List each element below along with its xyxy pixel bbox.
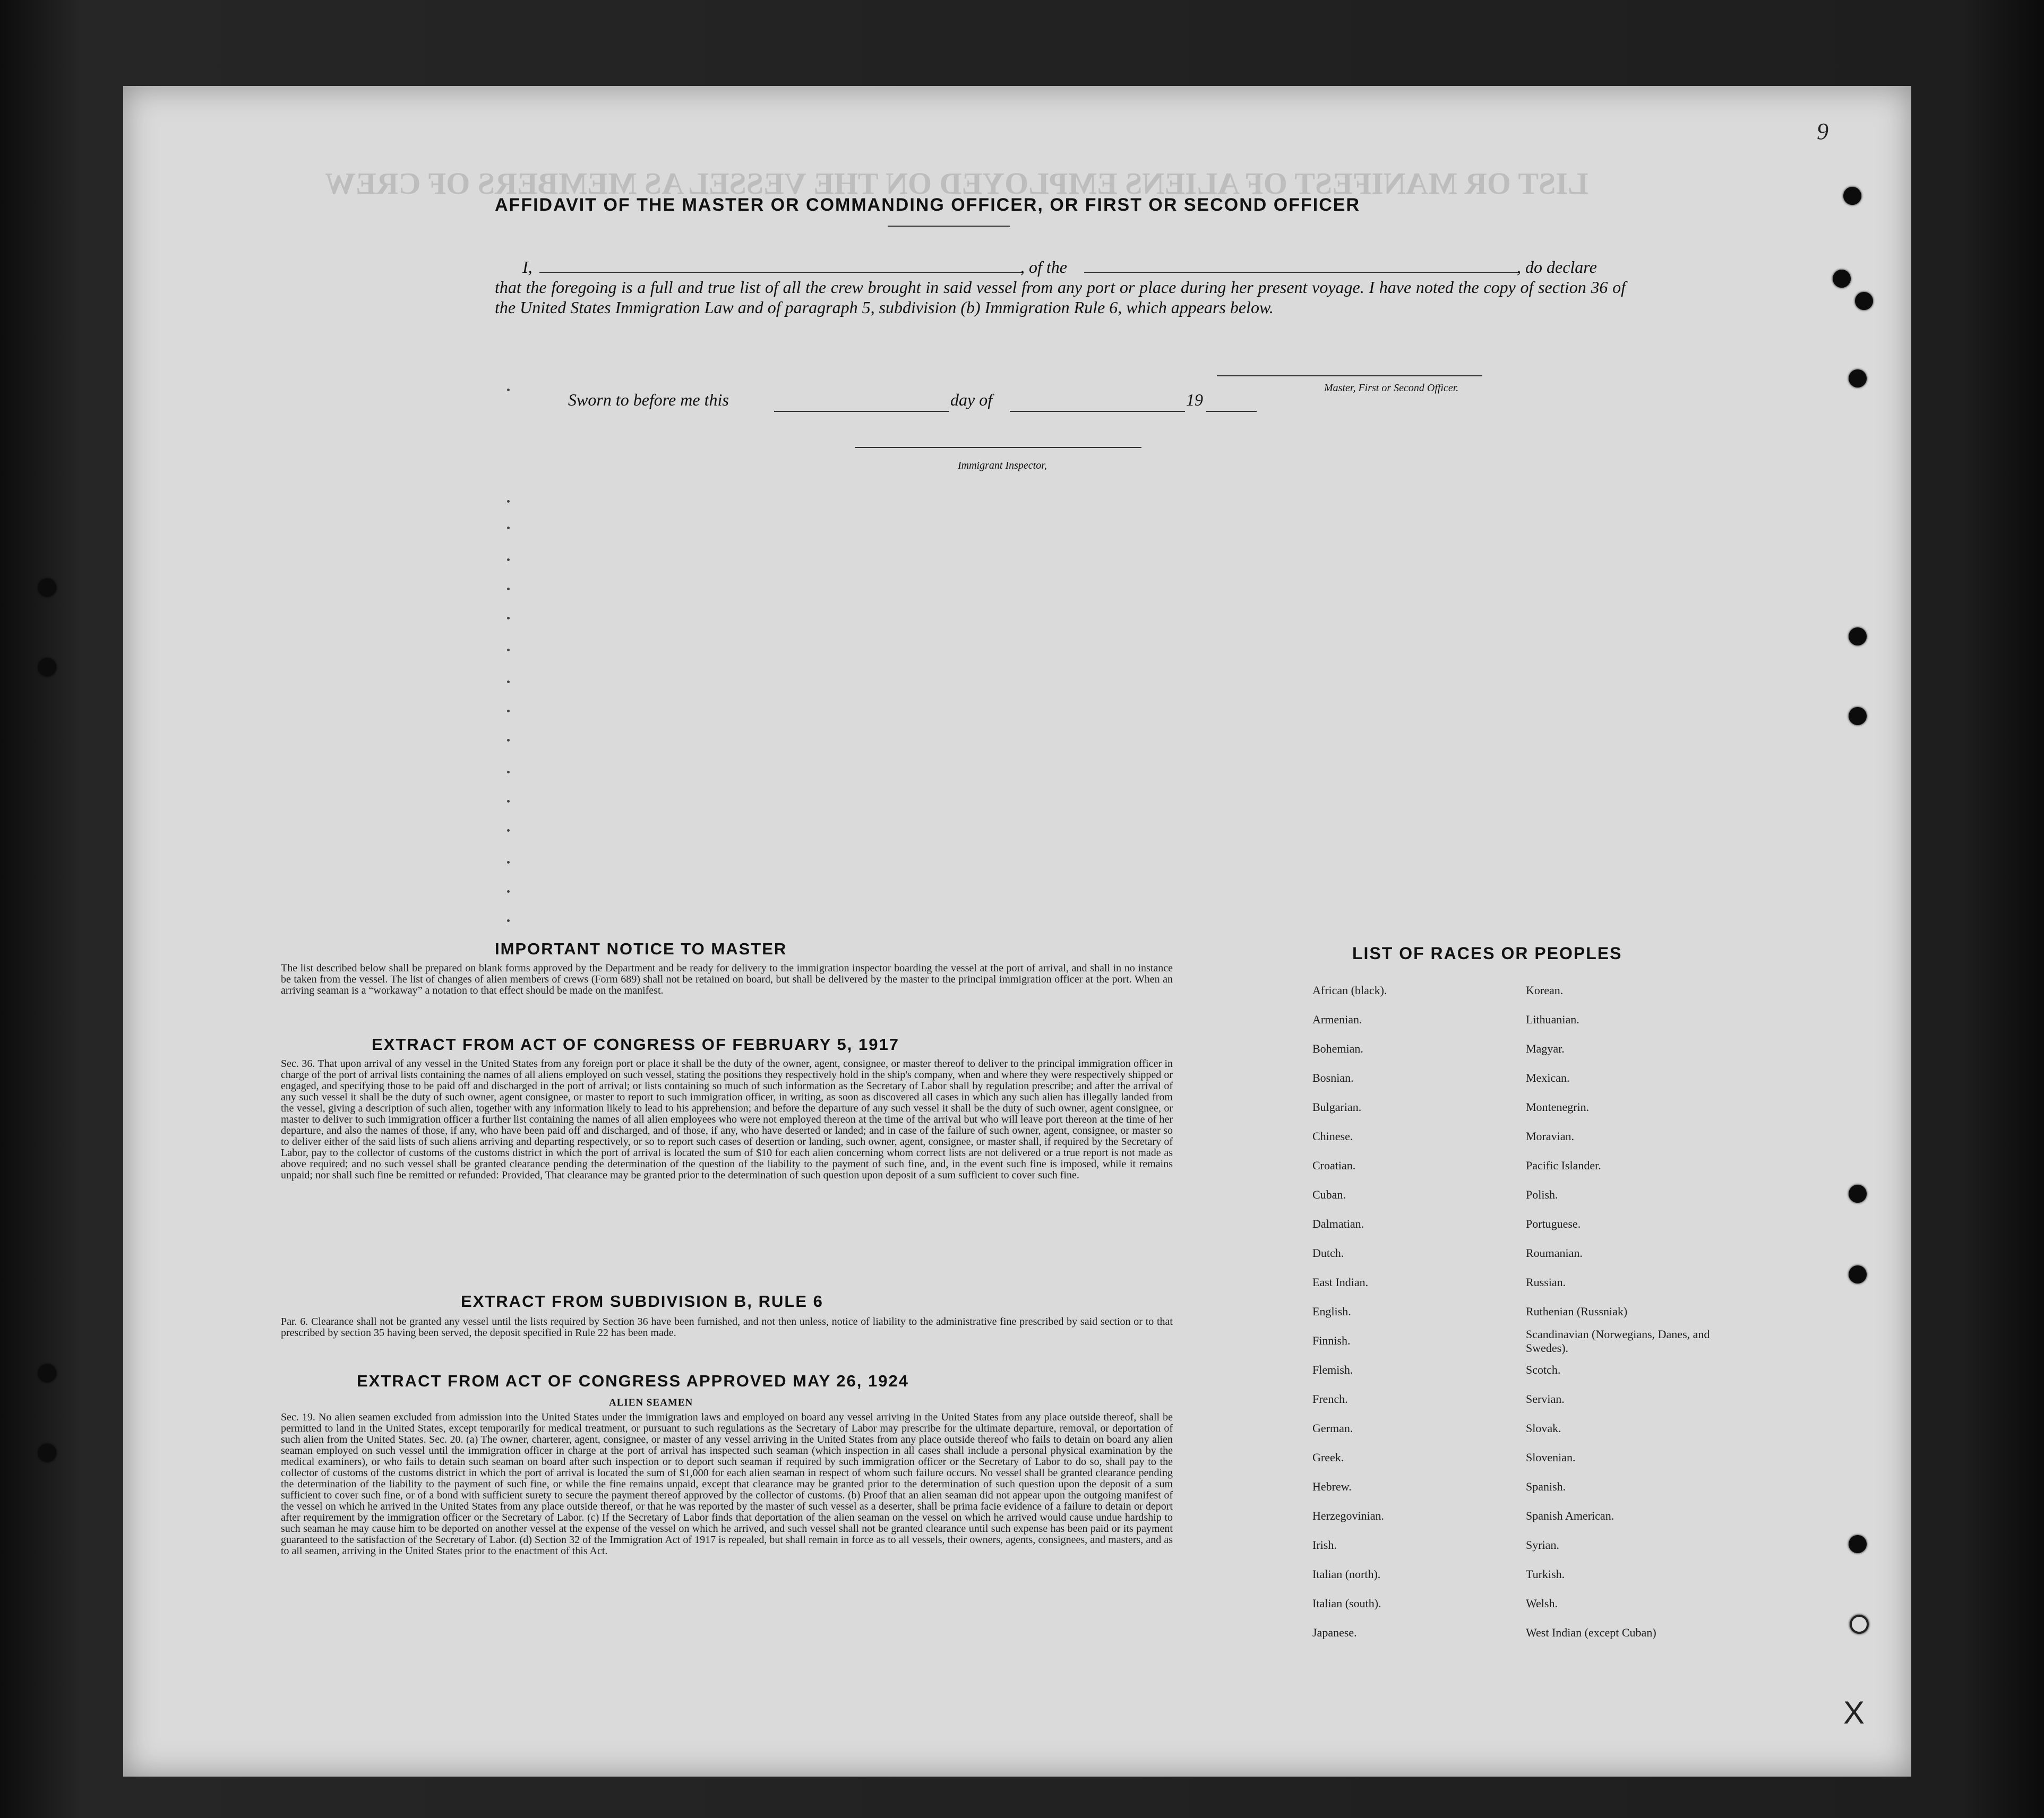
binder-hole-icon bbox=[1833, 270, 1851, 288]
race-item: Chinese. bbox=[1312, 1130, 1353, 1143]
binder-hole-icon bbox=[1849, 707, 1867, 725]
manifest-page bbox=[123, 86, 1911, 1777]
race-item: Herzegovinian. bbox=[1312, 1509, 1384, 1522]
race-item: Mexican. bbox=[1526, 1071, 1570, 1084]
extract-1917-body: Sec. 36. That upon arrival of any vessel in the United States from any foreign port or place it shall be the duty of the owner, agent, consignee, or master thereof to deliver to the principal immigration officer in charge of the port of arrival lists containing the names of all aliens employed on such vessel, stating the positions they respectively hold in the ship's company, when and where they were respectively shipped or engaged, and specifying those to be paid off and discharged in the port of arrival; or lists containing so much of such information as the Secretary of Labor shall by regulation prescribe; and after the arrival of any such vessel it shall be the duty of such owner, agent consignee, or master to report to such immigration officer, in writing, as soon as discovered all cases in which any such alien has illegally landed from the vessel, giving a description of such alien, together with any information likely to lead to his apprehension; and before the departure of any such vessel it shall be the duty of such owner, agent consignee, or master to deliver to such immigration officer a further list containing the names of all alien employees who were not employed thereon at the time of the arrival but who will leave port thereon at the time of her departure, and also the names of those, if any, who have been paid off and discharged, and of those, if any, who have deserted or landed; and in case of the failure of such owner, agent, consignee, or master so to deliver either of the said lists of such aliens arriving and departing respectively, or so to report such cases of desertion or landing, such owner, agent, consignee, or master shall, if required by the Secretary of Labor, pay to the collector of customs of the customs district in which the port of arrival is located the sum of $10 for each alien concerning whom correct lists are not delivered or a true report is not made as above required; and no such vessel shall be granted clearance pending the determination of the question of the liability to the payment of such fine, and, in the event such fine is imposed, while it remains unpaid; nor shall such fine be remitted or refunded: Provided, That clearance may be granted prior to the determination of such question upon deposit of a sum sufficient to cover such fine. bbox=[281, 1058, 1173, 1181]
binder-hole-icon bbox=[1849, 1535, 1867, 1553]
extract-1924-title: EXTRACT FROM ACT OF CONGRESS APPROVED MAY 26, 1924 bbox=[357, 1372, 909, 1390]
race-item: Spanish. bbox=[1526, 1480, 1566, 1493]
affidavit-declare: , do declare bbox=[1517, 257, 1597, 277]
race-item: Russian. bbox=[1526, 1276, 1566, 1289]
race-item: West Indian (except Cuban) bbox=[1526, 1626, 1656, 1639]
race-item: Bohemian. bbox=[1312, 1042, 1363, 1055]
sworn-prefix: Sworn to before me this bbox=[568, 390, 729, 409]
sworn-year-blank[interactable] bbox=[1206, 411, 1257, 412]
vessel-blank bbox=[1084, 272, 1519, 273]
races-title: LIST OF RACES OR PEOPLES bbox=[1352, 944, 1622, 963]
race-item: English. bbox=[1312, 1305, 1351, 1318]
race-item: Portuguese. bbox=[1526, 1217, 1581, 1230]
mark-dot bbox=[507, 919, 510, 922]
extract-1917-title: EXTRACT FROM ACT OF CONGRESS OF FEBRUARY 5, 1917 bbox=[372, 1035, 899, 1054]
sworn-month-blank[interactable] bbox=[1010, 411, 1185, 412]
mark-dot bbox=[507, 389, 510, 391]
binder-hole-icon bbox=[1855, 292, 1873, 310]
extract-1924-body: Sec. 19. No alien seamen excluded from admission into the United States under the immigration laws and employed on board any vessel arriving in the United States from any place outside thereof, shall be permitted to land in the United States, except temporarily for medical treatment, or pursuant to such regulations as the Secretary of Labor may prescribe for the ultimate departure, removal, or deportation of such alien from the United States. Sec. 20. (a) The owner, charterer, agent, consignee, or master of any vessel arriving in the United States from any place outside thereof who fails to detain on board any alien seaman employed on such vessel until the immigration officer in charge at the port of arrival has inspected such seaman (which inspection in all cases shall include a personal physical examination by the medical examiners), or who fails to detain such seaman on board after such inspection or to deport such seaman if required by such immigration officer or the Secretary of Labor to do so, shall pay to the collector of customs of the customs district in which the port of arrival is located the sum of $1,000 for each alien seaman in respect of whom such failure occurs. No vessel shall be granted clearance pending the determination of the liability to the payment of such fine, or while the fine remains unpaid, except that clearance may be granted prior to the determination of such question upon the deposit of a sum sufficient to cover such fine, or of a bond with sufficient surety to secure the payment thereof approved by the collector of customs. (b) Proof that an alien seaman did not appear upon the outgoing manifest of the vessel on which he arrived in the United States from any place outside thereof, or that he was reported by the master of such vessel as a deserter, shall be prima facie evidence of a failure to detain or deport after requirement by the immigration officer or the Secretary of Labor. (c) If the Secretary of Labor finds that deportation of the alien seaman on the vessel on which he arrived would cause undue hardship to such seaman he may cause him to be deported on another vessel at the expense of the vessel on which he arrived, and such vessel shall not be granted clearance until such expense has been paid or its payment guaranteed to the satisfaction of the Secretary of Labor. (d) Section 32 of the Immigration Act of 1917 is repealed, but shall remain in force as to all vessels, their owners, agents, consignees, and masters, and as to all seamen, arriving in the United States prior to the enactment of this Act. bbox=[281, 1411, 1173, 1557]
inspector-signature-line[interactable] bbox=[855, 447, 1141, 448]
affidavit-of-the: , of the bbox=[1020, 257, 1067, 277]
mark-dot bbox=[507, 829, 510, 832]
master-signature-label: Master, First or Second Officer. bbox=[1324, 382, 1459, 394]
mark-dot bbox=[507, 890, 510, 893]
race-item: Ruthenian (Russniak) bbox=[1526, 1305, 1628, 1318]
mark-dot bbox=[507, 527, 510, 529]
affidavit-body: that the foregoing is a full and true list of all the crew brought in said vessel from any port or place during her present voyage. I have noted the copy of section 36 of the United States Immigration Law and of paragraph 5, subdivision (b) Immigration Rule 6, which appears below. bbox=[495, 278, 1626, 317]
race-item: Magyar. bbox=[1526, 1042, 1565, 1055]
extract-rule6-title: EXTRACT FROM SUBDIVISION B, RULE 6 bbox=[461, 1292, 823, 1311]
mark-dot bbox=[507, 710, 510, 712]
race-item: German. bbox=[1312, 1421, 1353, 1435]
race-item: Welsh. bbox=[1526, 1597, 1558, 1610]
races-column-2 bbox=[1526, 976, 1717, 1647]
notice-title: IMPORTANT NOTICE TO MASTER bbox=[495, 940, 787, 958]
race-item: French. bbox=[1312, 1392, 1348, 1406]
race-item: Polish. bbox=[1526, 1188, 1558, 1201]
race-item: Dalmatian. bbox=[1312, 1217, 1364, 1230]
race-item: Japanese. bbox=[1312, 1626, 1357, 1639]
race-item: Cuban. bbox=[1312, 1188, 1346, 1201]
race-item: African (black). bbox=[1312, 984, 1387, 997]
binder-hole-icon bbox=[38, 579, 56, 597]
race-item: Flemish. bbox=[1312, 1363, 1353, 1376]
mark-dot bbox=[507, 617, 510, 619]
mark-dot bbox=[507, 800, 510, 803]
mark-dot bbox=[507, 558, 510, 561]
race-item: Turkish. bbox=[1526, 1567, 1565, 1581]
sworn-year: 19 bbox=[1186, 390, 1203, 409]
title-rule bbox=[888, 226, 1010, 227]
affidavit-title: AFFIDAVIT OF THE MASTER OR COMMANDING OFFICER, OR FIRST OR SECOND OFFICER bbox=[495, 195, 1360, 215]
race-item: Bulgarian. bbox=[1312, 1100, 1362, 1114]
sworn-day-blank[interactable] bbox=[774, 411, 949, 412]
race-item: Bosnian. bbox=[1312, 1071, 1354, 1084]
binder-hole-icon bbox=[1849, 1185, 1867, 1203]
race-item: Slovenian. bbox=[1526, 1451, 1576, 1464]
race-item: Montenegrin. bbox=[1526, 1100, 1590, 1114]
race-item: Italian (south). bbox=[1312, 1597, 1381, 1610]
races-column-1 bbox=[1312, 976, 1387, 1647]
race-item: Korean. bbox=[1526, 984, 1564, 997]
mark-dot bbox=[507, 500, 510, 503]
mark-dot bbox=[507, 588, 510, 590]
master-signature-line[interactable] bbox=[1217, 375, 1482, 376]
bleed-through-header: LIST OR MANIFEST OF ALIENS EMPLOYED ON THE VESSEL AS MEMBERS OF CREW bbox=[325, 166, 1588, 201]
mark-dot bbox=[507, 680, 510, 683]
race-item: Scotch. bbox=[1526, 1363, 1561, 1376]
binder-hole-open-icon bbox=[1850, 1615, 1869, 1634]
extract-rule6-body: Par. 6. Clearance shall not be granted any vessel until the lists required by Section 36 have been furnished, and not then unless, notice of liability to the administrative fine prescribed by said section or to that prescribed by section 35 having been served, the deposit specified in Rule 22 has been made. bbox=[281, 1316, 1173, 1339]
margin-mark-x: X bbox=[1843, 1695, 1865, 1730]
affidavit-i: I, bbox=[522, 257, 533, 277]
race-item: Moravian. bbox=[1526, 1130, 1575, 1143]
race-item: Croatian. bbox=[1312, 1159, 1356, 1172]
binder-hole-icon bbox=[38, 1364, 56, 1382]
binder-hole-icon bbox=[38, 658, 56, 676]
race-item: Irish. bbox=[1312, 1538, 1337, 1552]
name-blank bbox=[539, 272, 1023, 273]
extract-1924-subtitle: ALIEN SEAMEN bbox=[609, 1397, 693, 1408]
mark-dot bbox=[507, 739, 510, 742]
race-item: Roumanian. bbox=[1526, 1246, 1583, 1260]
race-item: Greek. bbox=[1312, 1451, 1344, 1464]
margin-mark-9: 9 bbox=[1817, 118, 1828, 144]
mark-dot bbox=[507, 771, 510, 773]
binder-hole-icon bbox=[1849, 1265, 1867, 1283]
mark-dot bbox=[507, 649, 510, 651]
race-item: Servian. bbox=[1526, 1392, 1565, 1406]
sworn-day-of: day of bbox=[950, 390, 993, 409]
race-item: Scandinavian (Norwegians, Danes, and Swedes). bbox=[1526, 1328, 1710, 1355]
race-item: Pacific Islander. bbox=[1526, 1159, 1601, 1172]
binder-hole-icon bbox=[1843, 187, 1861, 205]
race-item: Hebrew. bbox=[1312, 1480, 1352, 1493]
inspector-label: Immigrant Inspector, bbox=[958, 460, 1047, 471]
notice-body: The list described below shall be prepared on blank forms approved by the Department and be ready for delivery to the immigration inspector boarding the vessel at the port of arrival, and shall in no instance be taken from the vessel. The list of changes of alien members of crews (Form 689) shall not be retained on board, but shall be delivered by the master to the principal immigration officer at the port. When an arriving seaman is a “workaway” a notation to that effect should be made on the manifest. bbox=[281, 962, 1173, 996]
race-item: Armenian. bbox=[1312, 1013, 1362, 1026]
race-item: East Indian. bbox=[1312, 1276, 1369, 1289]
race-item: Finnish. bbox=[1312, 1334, 1351, 1347]
race-item: Syrian. bbox=[1526, 1538, 1559, 1552]
race-item: Italian (north). bbox=[1312, 1567, 1381, 1581]
binder-hole-icon bbox=[38, 1444, 56, 1462]
binder-hole-icon bbox=[1849, 369, 1867, 387]
race-item: Spanish American. bbox=[1526, 1509, 1614, 1522]
race-item: Lithuanian. bbox=[1526, 1013, 1579, 1026]
race-item: Dutch. bbox=[1312, 1246, 1344, 1260]
binder-hole-icon bbox=[1849, 627, 1867, 645]
race-item: Slovak. bbox=[1526, 1421, 1561, 1435]
mark-dot bbox=[507, 861, 510, 864]
